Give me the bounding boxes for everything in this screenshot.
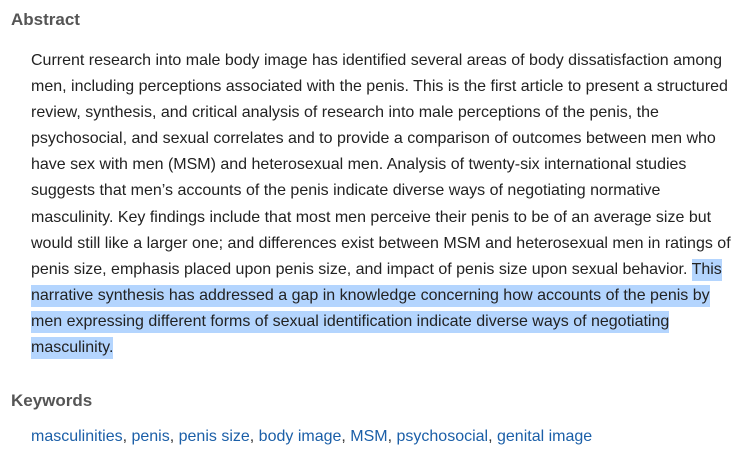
keywords-heading: Keywords	[11, 391, 93, 410]
keyword-link-msm[interactable]: MSM	[350, 428, 388, 445]
keyword-separator: ,	[341, 428, 351, 445]
keyword-link-penis[interactable]: penis	[131, 428, 170, 445]
keyword-link-masculinities[interactable]: masculinities	[31, 428, 123, 445]
abstract-heading: Abstract	[11, 10, 80, 29]
keyword-link-penis-size[interactable]: penis size	[178, 428, 250, 445]
keyword-link-body-image[interactable]: body image	[258, 428, 342, 445]
abstract-body	[31, 48, 731, 361]
keyword-separator: ,	[169, 428, 179, 445]
keywords-list	[31, 427, 592, 447]
keyword-separator: ,	[249, 428, 259, 445]
keyword-separator: ,	[387, 428, 397, 445]
abstract-text: Current research into male body image has identified several areas of body dissatisfaction among men, including perceptions associated with the penis. This is the first article to present a structured review, synthesis, and critical analysis of research into male perceptions of the penis, the psychosocial, and sexual correlates and to provide a comparison of outcomes between men who have sex with men (MSM) and heterosexual men. Analysis of twenty-six international studies suggests that men’s accounts of the penis indicate diverse ways of negotiating normative masculinity. Key findings include that most men perceive their penis to be of an average size but would still like a larger one; and differences exist between MSM and heterosexual men in ratings of penis size, emphasis placed upon penis size, and impact of penis size upon sexual behavior.	[31, 52, 731, 278]
keyword-link-psychosocial[interactable]: psychosocial	[396, 428, 489, 445]
abstract-selected-text: This narrative synthesis has addressed a gap in knowledge concerning how accounts of the penis by men expressing different forms of sexual identification indicate diverse ways of negotiating masculinity.	[31, 259, 722, 359]
keyword-separator: ,	[488, 428, 497, 445]
keyword-link-genital-image[interactable]: genital image	[497, 428, 593, 445]
keyword-separator: ,	[122, 428, 132, 445]
